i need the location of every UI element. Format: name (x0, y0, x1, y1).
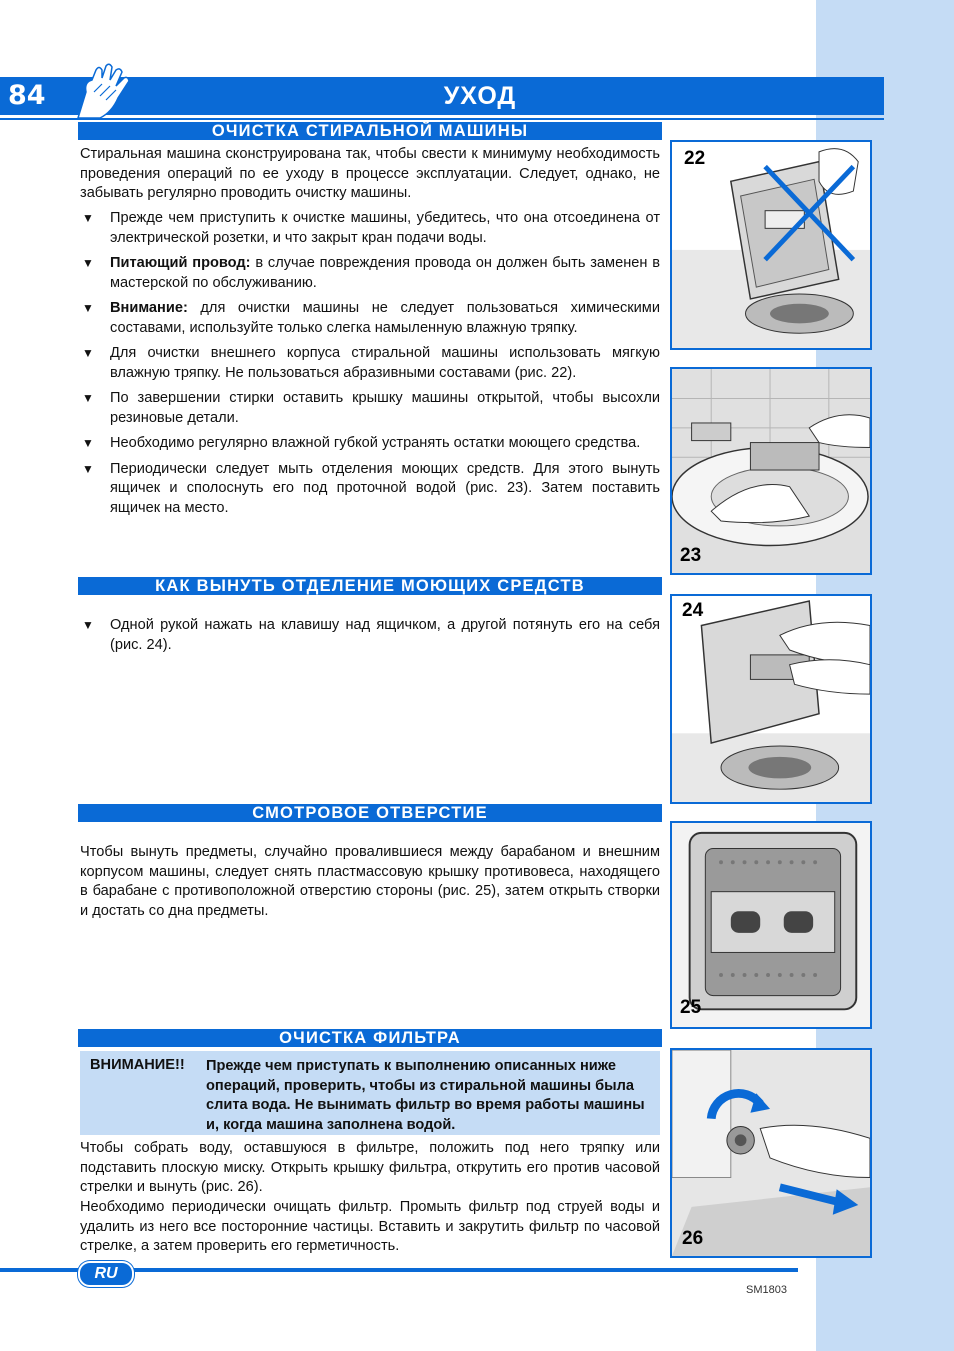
section-title-cleaning: ОЧИСТКА СТИРАЛЬНОЙ МАШИНЫ (78, 122, 662, 140)
list-item: ▼ Прежде чем приступить к очистке машины, убедитесь, что она отсоединена от электрической розетки, и что закрыт кран подачи воды. (82, 210, 660, 246)
triangle-bullet-icon: ▼ (82, 618, 94, 632)
figure-number: 23 (680, 545, 702, 566)
filter-para-1: Чтобы собрать воду, оставшуюся в фильтре, положить под него тряпку или подставить плоскую миску. Открыть крышку фильтра, открутить его против часовой стрелки и вынуть (рис. 26). (80, 1140, 660, 1195)
list-item: ▼ Необходимо регулярно влажной губкой устранять остатки моющего средства. (80, 434, 660, 454)
section-title-filter-cleaning: ОЧИСТКА ФИЛЬТРА (78, 1029, 662, 1047)
triangle-bullet-icon: ▼ (82, 301, 94, 315)
triangle-bullet-icon: ▼ (82, 436, 94, 450)
filter-para-2: Необходимо периодически очищать фильтр. Промыть фильтр под струей воды и удалить из него все посторонние частицы. Вставить и закрутить фильтр по часовой стрелке, а затем проверить его герметичность. (80, 1199, 660, 1254)
list-item: ▼ Для очистки внешнего корпуса стиральной машины использовать мягкую влажную тряпку. Не пользоваться абразивными составами (рис. 22). (82, 345, 660, 381)
drawer-bullet-list (80, 616, 660, 655)
list-item: ▼ Питающий провод: в случае повреждения провода он должен быть заменен в мастерской по обслуживанию. (82, 255, 660, 291)
sink-washing-illustration (672, 369, 870, 573)
warning-box (80, 1051, 660, 1135)
warning-label: ВНИМАНИЕ!! (90, 1057, 185, 1073)
inspection-text: Чтобы вынуть предметы, случайно провалившиеся между барабаном и внешним корпусом машины, следует снять пластмассовую крышку противовеса, находящего в барабане с противоположной отверстию стороны (рис. 25), затем открыть створки и достать со дна предметы. (80, 844, 660, 919)
triangle-bullet-icon: ▼ (82, 211, 94, 225)
warning-text: Прежде чем приступать к выполнению описанных ниже операций, проверить, чтобы из стиральной машины была слита вода. Не вынимать фильтр во время работы машины и, когда машина заполнена водой. (206, 1058, 645, 1133)
list-item: ▼ Периодически следует мыть отделения моющих средств. Для этого вынуть ящичек и сполоснуть его под проточной водой (рис. 23). Затем поставить ящичек на место. (82, 460, 660, 516)
figure-22 (670, 140, 872, 350)
figure-number: 24 (682, 600, 704, 621)
model-code: SM1803 (746, 1284, 787, 1296)
figure-number: 26 (682, 1228, 704, 1249)
page-title: УХОД (443, 82, 517, 110)
drawer-removal-illustration (672, 596, 870, 802)
triangle-bullet-icon: ▼ (82, 346, 94, 360)
section-title-inspection-opening: СМОТРОВОЕ ОТВЕРСТИЕ (78, 804, 662, 822)
section-title-detergent-drawer: КАК ВЫНУТЬ ОТДЕЛЕНИЕ МОЮЩИХ СРЕДСТВ (78, 577, 662, 595)
hand-icon (72, 62, 138, 120)
cleaning-bullet-list (80, 209, 660, 518)
cleaning-intro: Стиральная машина сконструирована так, чтобы свести к минимуму необходимость проведения операций по ее уходу в процессе эксплуатации. Следует, однако, не забывать регулярно проводить очистку машины. (80, 146, 660, 201)
figure-25 (670, 821, 872, 1029)
list-item: ▼ Одной рукой нажать на клавишу над ящичком, а другой потянуть его на себя (рис. 24). (82, 617, 660, 653)
page-number: 84 (8, 80, 46, 111)
list-item: ▼ Внимание: для очистки машины не следует пользоваться химическими составами, используйте только слегка намыленную влажную тряпку. (82, 300, 660, 336)
washing-machine-illustration (672, 142, 870, 348)
figure-23 (670, 367, 872, 575)
drum-illustration (672, 823, 870, 1027)
list-item: ▼ По завершении стирки оставить крышку машины открытой, чтобы высохли резиновые детали. (82, 390, 660, 426)
figure-26 (670, 1048, 872, 1258)
figure-number: 22 (684, 148, 706, 169)
language-badge: RU (78, 1261, 134, 1287)
filter-removal-illustration (672, 1050, 870, 1256)
triangle-bullet-icon: ▼ (82, 461, 94, 476)
triangle-bullet-icon: ▼ (82, 391, 94, 405)
triangle-bullet-icon: ▼ (82, 256, 94, 270)
figure-number: 25 (680, 997, 702, 1018)
figure-24 (670, 594, 872, 804)
